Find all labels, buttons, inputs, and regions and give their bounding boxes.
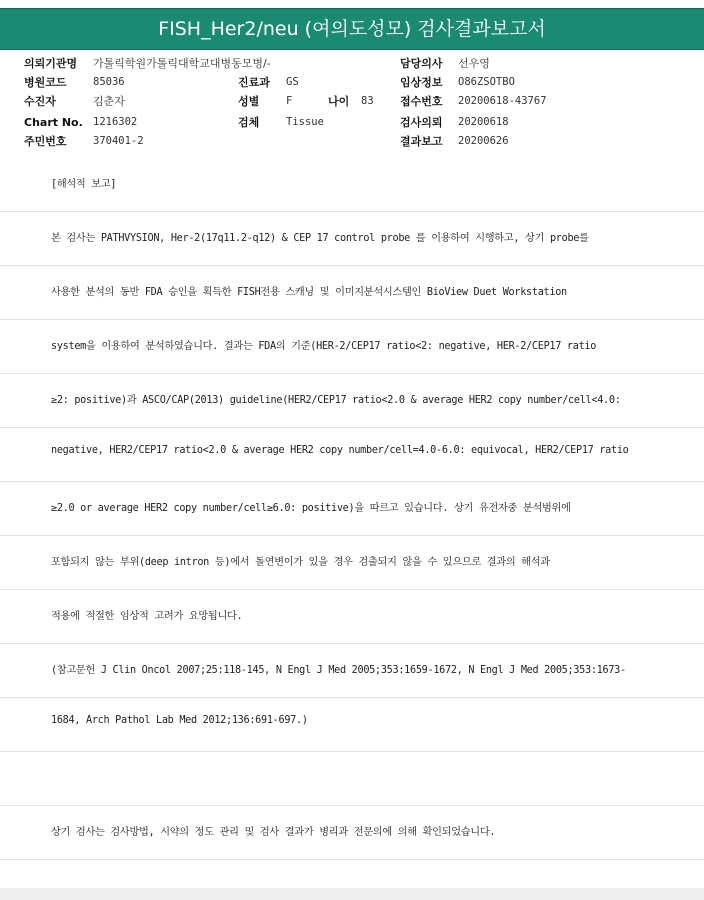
report-line-text: 적용에 적절한 임상적 고려가 요망됩니다. xyxy=(51,611,243,622)
report-line xyxy=(0,157,704,212)
report-line-text: [해석적 보고] xyxy=(51,179,117,190)
sex-label: 성별 xyxy=(238,95,260,108)
institution-label: 의뢰기관명 xyxy=(24,57,78,70)
patient-label: 수진자 xyxy=(24,95,56,108)
clinical-value: O86ZSOTBO xyxy=(458,76,515,88)
report-date-label: 결과보고 xyxy=(400,135,443,148)
report-line xyxy=(0,211,704,266)
footer-strip xyxy=(0,888,704,900)
age-label: 나이 xyxy=(328,95,350,108)
doctor-value: 선우영 xyxy=(458,57,490,70)
report-line xyxy=(0,643,704,698)
report-line xyxy=(0,481,704,536)
patient-value: 김춘자 xyxy=(93,95,125,108)
report-title: FISH_Her2/neu (여의도성모) 검사결과보고서 xyxy=(0,8,704,50)
hospital-code-label: 병원코드 xyxy=(24,76,67,89)
hospital-code-value: 85036 xyxy=(93,76,125,88)
report-line-text: (참고문헌 J Clin Oncol 2007;25:118-145, N Engl J Med 2005;353:1659-1672, N Engl J Med 2005;353:1673- xyxy=(51,665,626,676)
report-date-value: 20200626 xyxy=(458,135,509,147)
resident-id-value: 370401-2 xyxy=(93,135,144,147)
report-line xyxy=(0,535,704,590)
request-date-label: 검사의뢰 xyxy=(400,116,443,129)
report-line xyxy=(0,697,704,752)
report-line xyxy=(0,589,704,644)
patient-info-block xyxy=(0,54,704,154)
report-line-text: 사용한 분석의 동반 FDA 승인을 획득한 FISH전용 스캐닝 및 이미지분석시스템인 BioView Duet Workstation xyxy=(51,287,567,298)
institution-value: 가톨릭학원가톨릭대학교대병동모병/- xyxy=(93,57,271,70)
dept-label: 진료과 xyxy=(238,76,270,89)
chart-no-value: 1216302 xyxy=(93,116,138,128)
report-line xyxy=(0,427,704,482)
dept-value: GS xyxy=(286,76,299,88)
chart-no-label: Chart No. xyxy=(24,116,83,129)
report-line-text: system을 이용하여 분석하였습니다. 결과는 FDA의 기준(HER-2/CEP17 ratio<2: negative, HER-2/CEP17 ratio xyxy=(51,341,597,352)
doctor-label: 담당의사 xyxy=(400,57,443,70)
report-line xyxy=(0,373,704,428)
info-row-5 xyxy=(0,132,704,151)
request-date-value: 20200618 xyxy=(458,116,509,128)
report-line-text: ≥2: positive)과 ASCO/CAP(2013) guideline(HER2/CEP17 ratio<2.0 & average HER2 copy number/cell<4.0: xyxy=(51,395,621,406)
info-row-3 xyxy=(0,92,704,111)
resident-id-label: 주민번호 xyxy=(24,135,67,148)
info-row-4 xyxy=(0,113,704,132)
report-line-text: 포함되지 않는 부위(deep intron 등)에서 돌연변이가 있을 경우 검출되지 않을 수 있으므로 결과의 해석과 xyxy=(51,557,550,568)
clinical-label: 임상정보 xyxy=(400,76,443,89)
specimen-value: Tissue xyxy=(286,116,324,128)
report-line xyxy=(0,805,704,860)
specimen-label: 검체 xyxy=(238,116,260,129)
report-line-text: ≥2.0 or average HER2 copy number/cell≥6.0: positive)을 따르고 있습니다. 상기 유전자중 분석범위에 xyxy=(51,503,571,514)
report-line-text: negative, HER2/CEP17 ratio<2.0 & average HER2 copy number/cell=4.0-6.0: equivocal, HER2/CEP17 ratio xyxy=(51,445,629,456)
sex-value: F xyxy=(286,95,293,107)
report-line-text: 본 검사는 PATHVYSION, Her-2(17q11.2-q12) & CEP 17 control probe 를 이용하여 시행하고, 상기 probe를 xyxy=(51,233,589,244)
info-row-1 xyxy=(0,54,704,73)
report-line xyxy=(0,265,704,320)
receipt-value: 20200618-43767 xyxy=(458,95,547,107)
report-line xyxy=(0,751,704,806)
receipt-label: 접수번호 xyxy=(400,95,443,108)
report-line-text: 1684, Arch Pathol Lab Med 2012;136:691-697.) xyxy=(51,715,308,726)
report-line-text: 상기 검사는 검사방법, 시약의 정도 관리 및 검사 결과가 병리과 전문의에 의해 확인되었습니다. xyxy=(51,827,496,838)
age-value: 83 xyxy=(361,95,374,107)
report-line xyxy=(0,319,704,374)
info-row-2 xyxy=(0,73,704,92)
